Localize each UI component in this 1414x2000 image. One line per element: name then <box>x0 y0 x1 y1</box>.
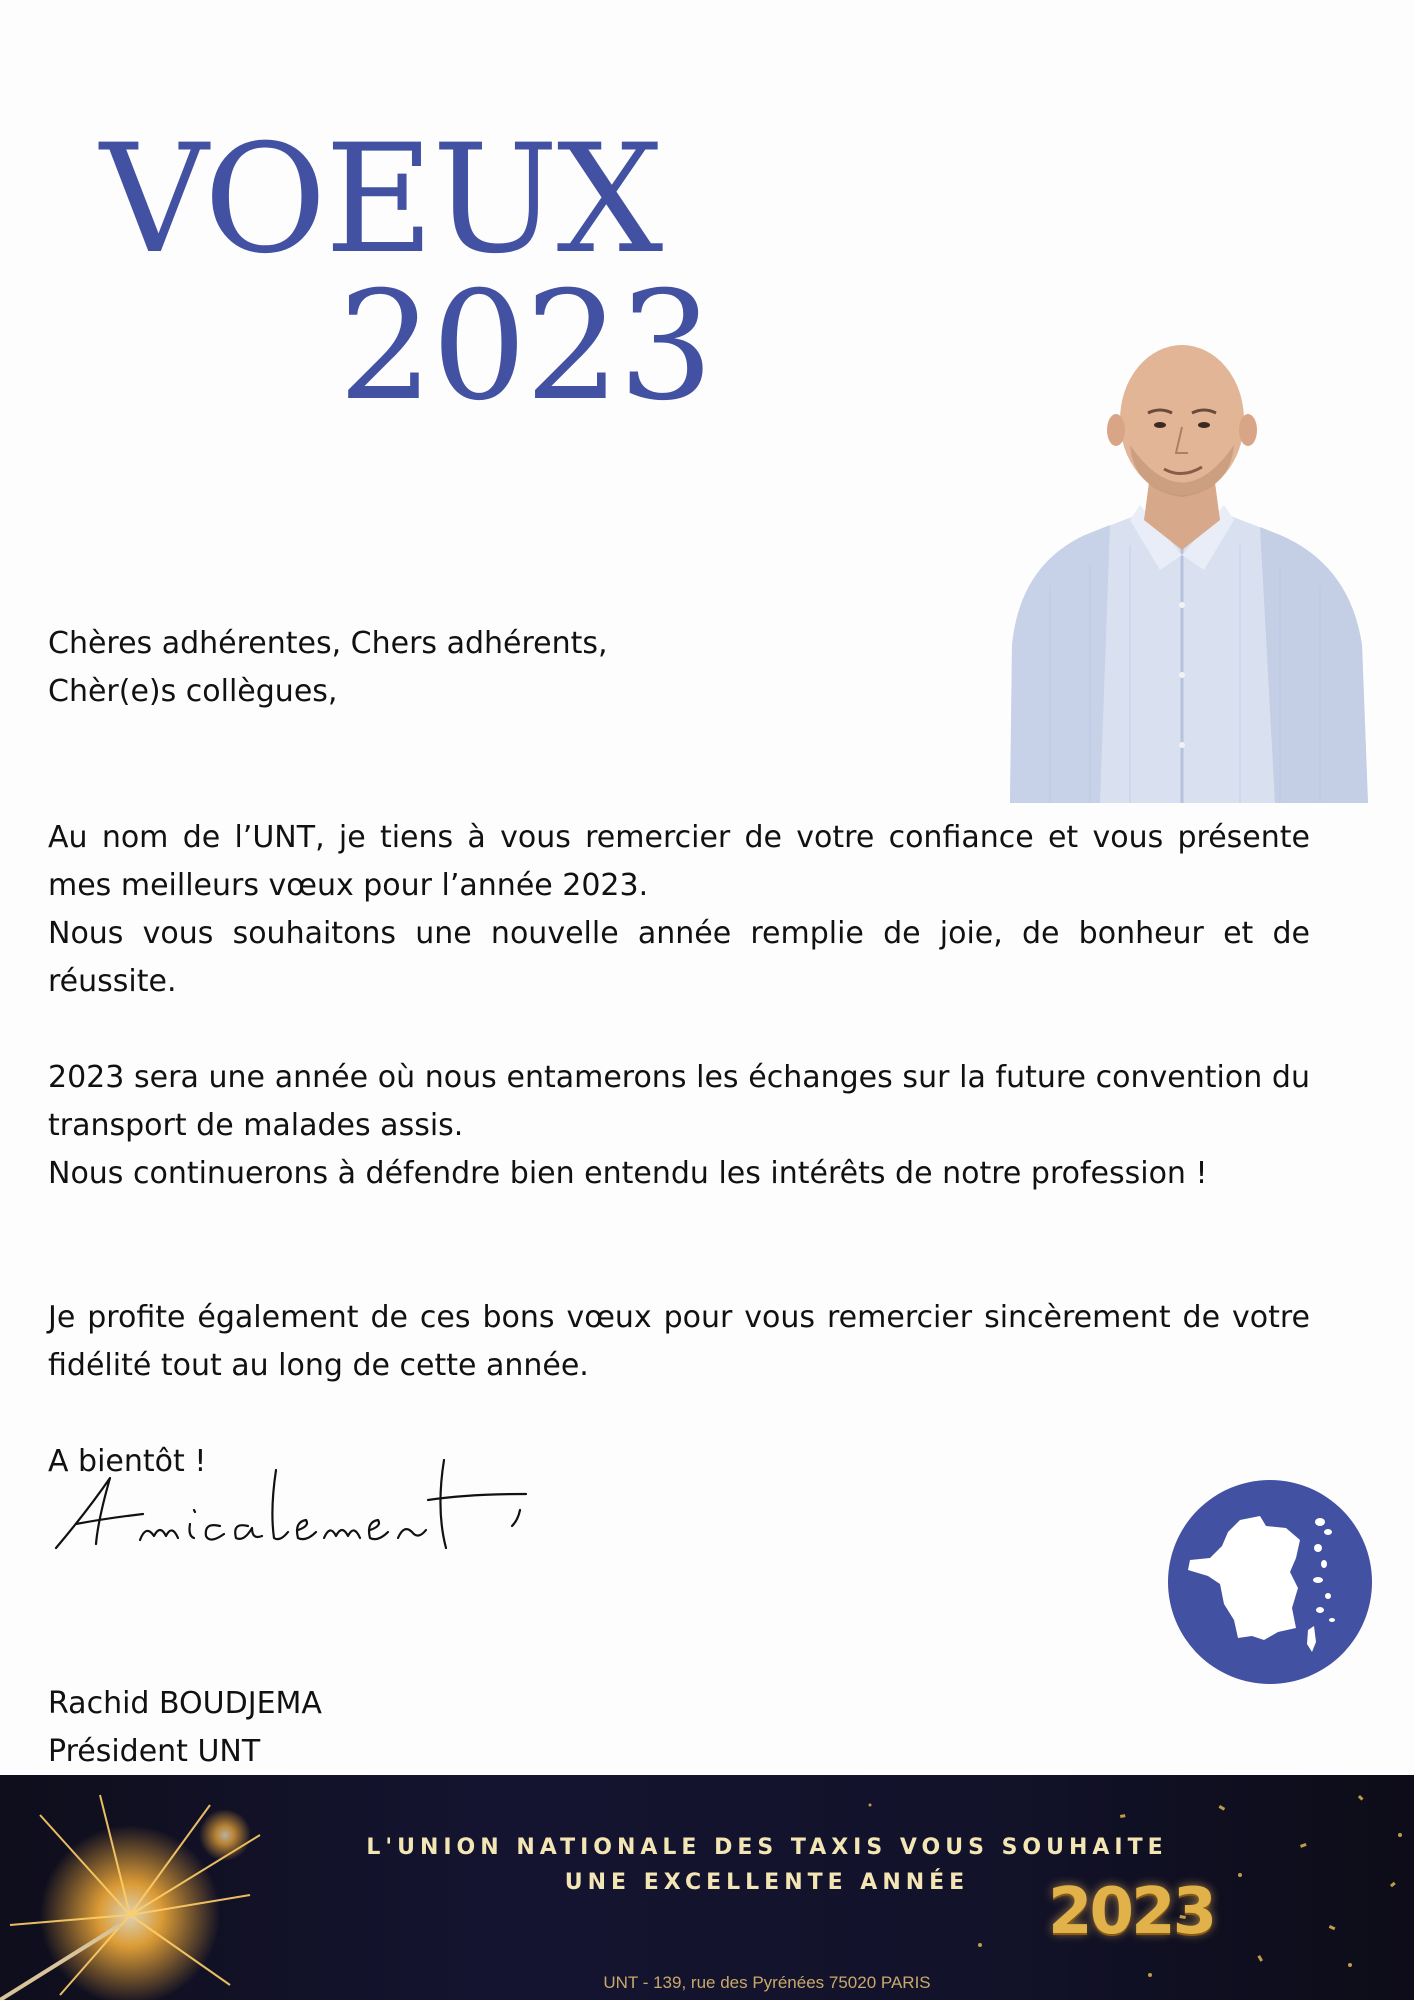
footer-wish-line-2: UNE EXCELLENTE ANNÉE <box>564 1870 970 1895</box>
unt-france-logo <box>1168 1480 1372 1684</box>
paragraph-1 <box>48 814 1310 1006</box>
footer-banner <box>0 1775 1414 2000</box>
paragraph-1b-text: Nous vous souhaitons une nouvelle année remplie de joie, de bonheur et de réussite. <box>48 916 1310 999</box>
greeting <box>48 620 1310 716</box>
title-year: 2023 <box>338 260 712 434</box>
footer-year-balloons: 2023 <box>1048 1875 1215 1949</box>
signatory-role: Président UNT <box>48 1734 261 1769</box>
president-photo <box>990 345 1375 803</box>
footer-address: UNT - 139, rue des Pyrénées 75020 PARIS <box>603 1973 931 1992</box>
paragraph-2 <box>48 1054 1310 1198</box>
paragraph-2b-text: Nous continuerons à défendre bien entendu les intérêts de notre profession ! <box>48 1156 1208 1191</box>
paragraph-1-text: Au nom de l’UNT, je tiens à vous remercier de votre confiance et vous présente mes meilleurs vœux pour l’année 2023. <box>48 820 1310 903</box>
signatory-name: Rachid BOUDJEMA <box>48 1686 322 1721</box>
greeting-line-2: Chèr(e)s collègues, <box>48 674 338 709</box>
paragraph-3 <box>48 1294 1310 1390</box>
handwritten-signature <box>48 1440 548 1560</box>
greeting-line-1: Chères adhérentes, Chers adhérents, <box>48 626 608 661</box>
paragraph-3-text: Je profite également de ces bons vœux pour vous remercier sincèrement de votre fidélité tout au long de cette année. <box>48 1300 1310 1383</box>
paragraph-2-text: 2023 sera une année où nous entamerons les échanges sur la future convention du transport de malades assis. <box>48 1060 1310 1143</box>
footer-wish-line-1: L'UNION NATIONALE DES TAXIS VOUS SOUHAITE <box>366 1835 1168 1860</box>
closing-text: A bientôt ! <box>48 1444 207 1479</box>
title-voeux: VOEUX <box>100 113 662 287</box>
